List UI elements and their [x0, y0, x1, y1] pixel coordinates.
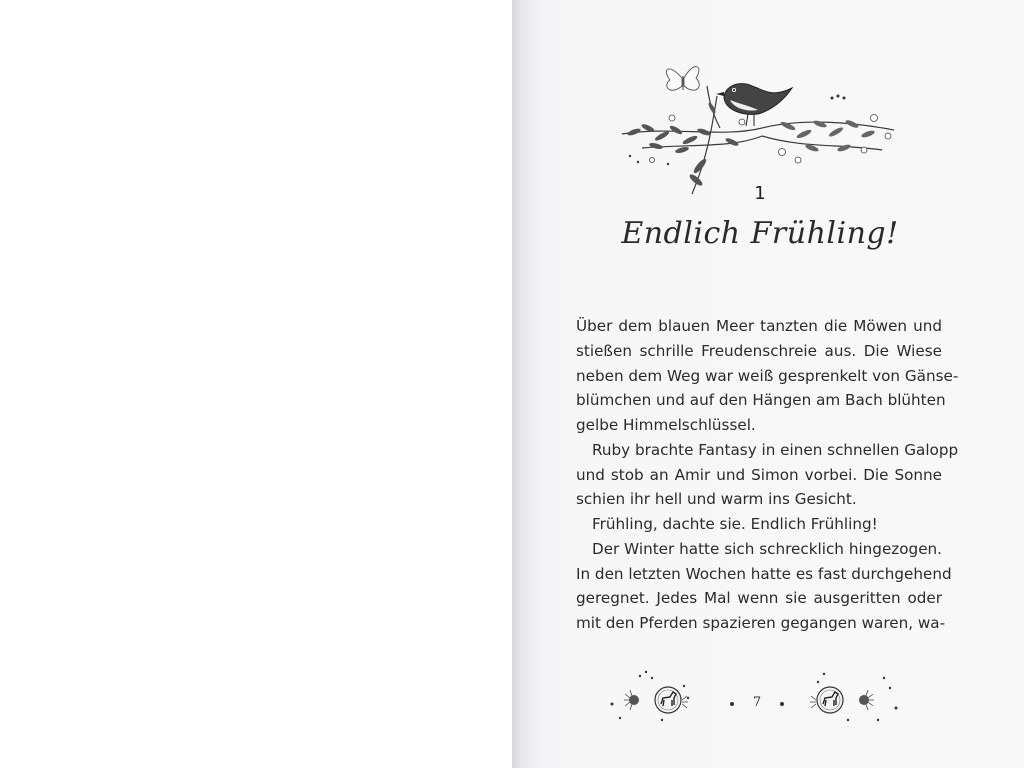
text-line: Ruby brachte Fantasy in einen schnellen Galopp [592, 440, 959, 459]
page-number: 7 [752, 695, 762, 710]
chapter-number: 1 [754, 183, 766, 204]
page-number-dot [730, 702, 734, 706]
page-number-dot [780, 702, 784, 706]
text-line: blümchen und auf den Hängen am Bach blühten [576, 391, 946, 410]
text-line: und stob an Amir und Simon vorbei. Die Sonne [576, 465, 942, 484]
text-line: stießen schrille Freudenschreie aus. Die Wiese [576, 341, 942, 360]
text-line: Frühling, dachte sie. Endlich Frühling! [592, 515, 878, 533]
chapter-body-text [576, 314, 959, 636]
text-line: geregnet. Jedes Mal wenn sie ausgeritten oder [576, 589, 942, 608]
text-line: In den letzten Wochen hatte es fast durchgehend [576, 564, 952, 583]
text-line: mit den Pferden spazieren gegangen waren, wa- [576, 614, 946, 632]
bird-on-branch-illustration [612, 56, 902, 204]
horse-medallion-icon [808, 668, 898, 724]
text-line: Über dem blauen Meer tanzten die Möwen und [576, 317, 942, 335]
chapter-title: Endlich Frühling! [621, 216, 899, 251]
text-line: Der Winter hatte sich schrecklich hingezogen. [592, 539, 942, 558]
text-line: gelbe Himmelschlüssel. [576, 416, 756, 434]
text-line: schien ihr hell und warm ins Gesicht. [576, 490, 857, 509]
horse-medallion-icon [600, 668, 690, 724]
text-line: neben dem Weg war weiß gesprenkelt von Gänse- [576, 366, 959, 385]
